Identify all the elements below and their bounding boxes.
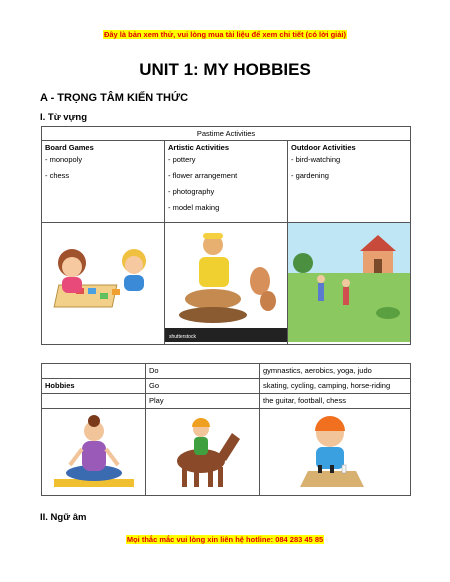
pottery-image-cell [165, 223, 288, 345]
list-item: - gardening [291, 171, 329, 180]
hobbies-table [41, 363, 411, 496]
list-item: - chess [45, 171, 70, 180]
section-heading-a: A - TRỌNG TÂM KIẾN THỨC [40, 92, 189, 104]
board-game-image-cell [42, 223, 165, 345]
list-item: - flower arrangement [168, 171, 238, 180]
shutterstock-watermark: shutterstock [169, 334, 196, 340]
list-item: - model making [168, 203, 220, 212]
list-item: - pottery [168, 155, 196, 164]
outdoor-activities-heading: Outdoor Activities [291, 143, 356, 152]
board-games-column [42, 141, 165, 223]
hobbies-examples-do: gymnastics, aerobics, yoga, judo [260, 364, 411, 379]
hobbies-empty-cell [42, 394, 146, 409]
hobbies-verb-go: Go [146, 379, 260, 394]
pottery-man-illustration [165, 223, 287, 342]
board-games-heading: Board Games [45, 143, 94, 152]
yoga-image-cell [42, 409, 146, 496]
horse-riding-boy-illustration [146, 409, 259, 493]
list-item: - photography [168, 187, 215, 196]
hobbies-examples-go: skating, cycling, camping, horse-riding [260, 379, 411, 394]
outdoor-activities-column [288, 141, 411, 223]
children-board-game-illustration [42, 223, 164, 342]
hotline-footer [0, 535, 450, 544]
pastime-activities-header: Pastime Activities [42, 127, 411, 141]
hobbies-label: Hobbies [42, 379, 146, 394]
artistic-activities-heading: Artistic Activities [168, 143, 229, 152]
preview-notice-text: Đây là bản xem thử, vui lòng mua tài liệu để xem chi tiết (có lời giải) [103, 30, 347, 39]
chess-boy-illustration [260, 409, 410, 493]
hobbies-verb-play: Play [146, 394, 260, 409]
pastime-activities-table [41, 126, 411, 345]
gardening-image-cell [288, 223, 411, 345]
section-heading-phonetics: II. Ngữ âm [40, 512, 87, 523]
gardening-family-illustration [288, 223, 410, 342]
page-title: UNIT 1: MY HOBBIES [139, 60, 311, 79]
artistic-activities-column [165, 141, 288, 223]
yoga-girl-illustration [42, 409, 145, 493]
list-item: - bird-watching [291, 155, 341, 164]
hotline-text: Mọi thắc mắc vui lòng xin liên hệ hotline: 084 283 45 85 [126, 535, 324, 544]
hobbies-verb-do: Do [146, 364, 260, 379]
list-item: - monopoly [45, 155, 83, 164]
preview-notice-banner [0, 30, 450, 39]
horse-riding-image-cell [146, 409, 260, 496]
chess-image-cell [260, 409, 411, 496]
section-heading-vocabulary: I. Từ vựng [40, 112, 88, 123]
hobbies-label-cell [42, 364, 146, 379]
hobbies-examples-play: the guitar, football, chess [260, 394, 411, 409]
